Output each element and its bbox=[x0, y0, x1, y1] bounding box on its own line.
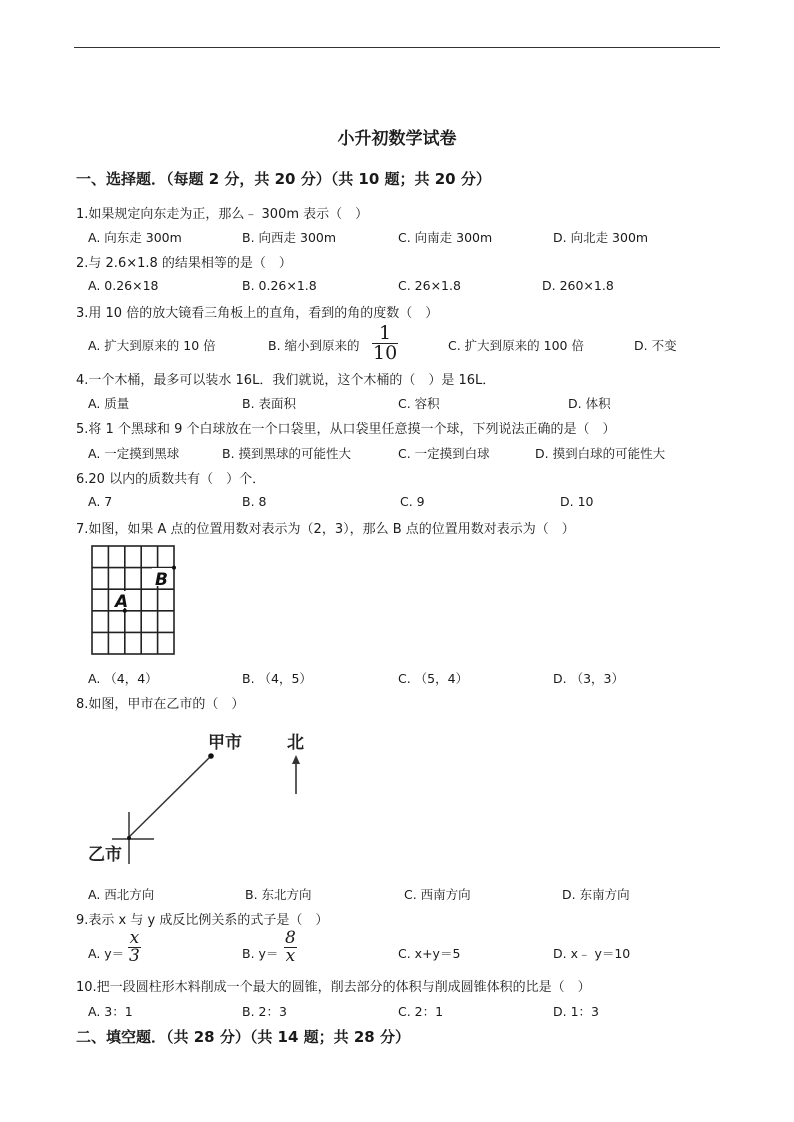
fraction-denominator: x bbox=[285, 946, 296, 966]
question-3-option-c: C. 扩大到原来的 100 倍 bbox=[448, 338, 584, 353]
question-7-option-b: B. （4，5） bbox=[242, 671, 312, 686]
fraction-denominator: 10 bbox=[373, 342, 398, 364]
question-1-stem: 1.如果规定向东走为正，那么﹣ 300m 表示（ ） bbox=[76, 207, 369, 222]
fraction-numerator: 1 bbox=[372, 324, 398, 344]
question-3-option-b: B. 缩小到原来的 bbox=[268, 338, 360, 353]
question-4-stem: 4.一个木桶，最多可以装水 16L．我们就说，这个木桶的（ ）是 16L． bbox=[76, 373, 496, 388]
question-1-option-a: A. 向东走 300m bbox=[88, 230, 182, 245]
fraction-denominator: 3 bbox=[129, 946, 140, 966]
question-6-option-b: B. 8 bbox=[242, 494, 267, 509]
question-10-option-c: C. 2：1 bbox=[398, 1004, 444, 1019]
question-8-option-b: B. 东北方向 bbox=[245, 887, 312, 902]
question-6-option-c: C. 9 bbox=[400, 494, 425, 509]
question-7-option-a: A. （4，4） bbox=[88, 671, 158, 686]
section-heading-fill-in: 二、填空题．（共 28 分）（共 14 题；共 28 分） bbox=[76, 1028, 410, 1046]
fraction-numerator: x bbox=[129, 928, 140, 948]
question-4-option-c: C. 容积 bbox=[398, 396, 440, 411]
question-2-option-c: C. 26×1.8 bbox=[398, 278, 461, 293]
fraction-8-over-x bbox=[284, 930, 297, 965]
question-1-option-d: D. 向北走 300m bbox=[553, 230, 649, 245]
question-9-option-d: D. x﹣ y＝10 bbox=[553, 946, 631, 961]
question-7-option-c: C. （5，4） bbox=[398, 671, 469, 686]
question-8-stem: 8.如图，甲市在乙市的（ ） bbox=[76, 697, 245, 712]
question-8-option-a: A. 西北方向 bbox=[88, 887, 155, 902]
coordinate-grid-figure bbox=[88, 543, 178, 657]
direction-map-figure bbox=[84, 728, 324, 870]
question-4-option-d: D. 体积 bbox=[568, 396, 611, 411]
question-10-option-b: B. 2：3 bbox=[242, 1004, 287, 1019]
question-6-option-d: D. 10 bbox=[560, 494, 594, 509]
fraction-one-tenth bbox=[372, 324, 398, 363]
city-yi-label: 乙市 bbox=[88, 845, 122, 865]
question-2-option-d: D. 260×1.8 bbox=[542, 278, 614, 293]
question-6-option-a: A. 7 bbox=[88, 494, 113, 509]
question-1-option-c: C. 向南走 300m bbox=[398, 230, 493, 245]
city-jia-label: 甲市 bbox=[208, 733, 242, 753]
question-2-stem: 2.与 2.6×1.8 的结果相等的是（ ） bbox=[76, 256, 292, 271]
question-5-option-d: D. 摸到白球的可能性大 bbox=[535, 446, 666, 461]
section-heading-choice: 一、选择题．（每题 2 分，共 20 分）（共 10 题；共 20 分） bbox=[76, 170, 491, 188]
question-4-option-b: B. 表面积 bbox=[242, 396, 297, 411]
question-5-option-a: A. 一定摸到黑球 bbox=[88, 446, 180, 461]
question-3-option-a: A. 扩大到原来的 10 倍 bbox=[88, 338, 216, 353]
question-5-stem: 5.将 1 个黑球和 9 个白球放在一个口袋里，从口袋里任意摸一个球，下列说法正确的是（ ） bbox=[76, 422, 616, 437]
question-10-option-d: D. 1：3 bbox=[553, 1004, 599, 1019]
question-8-option-c: C. 西南方向 bbox=[404, 887, 471, 902]
question-5-option-b: B. 摸到黑球的可能性大 bbox=[222, 446, 352, 461]
question-1-option-b: B. 向西走 300m bbox=[242, 230, 337, 245]
fraction-numerator: 8 bbox=[285, 928, 296, 948]
question-10-option-a: A. 3：1 bbox=[88, 1004, 133, 1019]
question-9-stem: 9.表示 x 与 y 成反比例关系的式子是（ ） bbox=[76, 913, 329, 928]
fraction-x-over-3 bbox=[128, 930, 141, 965]
question-5-option-c: C. 一定摸到白球 bbox=[398, 446, 490, 461]
question-9-option-c: C. x+y＝5 bbox=[398, 946, 461, 961]
question-9-option-a: A. y＝ bbox=[88, 946, 125, 961]
question-3-option-d: D. 不变 bbox=[634, 338, 677, 353]
question-4-option-a: A. 质量 bbox=[88, 396, 130, 411]
question-8-option-d: D. 东南方向 bbox=[562, 887, 630, 902]
point-b-label: B bbox=[155, 570, 168, 590]
question-9-option-b: B. y＝ bbox=[242, 946, 279, 961]
north-label: 北 bbox=[287, 733, 304, 753]
question-2-option-a: A. 0.26×18 bbox=[88, 278, 159, 293]
question-7-option-d: D. （3，3） bbox=[553, 671, 624, 686]
question-10-stem: 10.把一段圆柱形木料削成一个最大的圆锥，削去部分的体积与削成圆锥体积的比是（ ） bbox=[76, 980, 591, 995]
header-rule bbox=[74, 47, 720, 48]
question-7-stem: 7.如图，如果 A 点的位置用数对表示为（2，3），那么 B 点的位置用数对表示为（ ） bbox=[76, 522, 575, 537]
question-3-stem: 3.用 10 倍的放大镜看三角板上的直角，看到的角的度数（ ） bbox=[76, 306, 439, 321]
point-a-label: A bbox=[115, 592, 129, 612]
question-2-option-b: B. 0.26×1.8 bbox=[242, 278, 317, 293]
page-title: 小升初数学试卷 bbox=[337, 129, 457, 149]
question-6-stem: 6.20 以内的质数共有（ ）个． bbox=[76, 472, 266, 487]
